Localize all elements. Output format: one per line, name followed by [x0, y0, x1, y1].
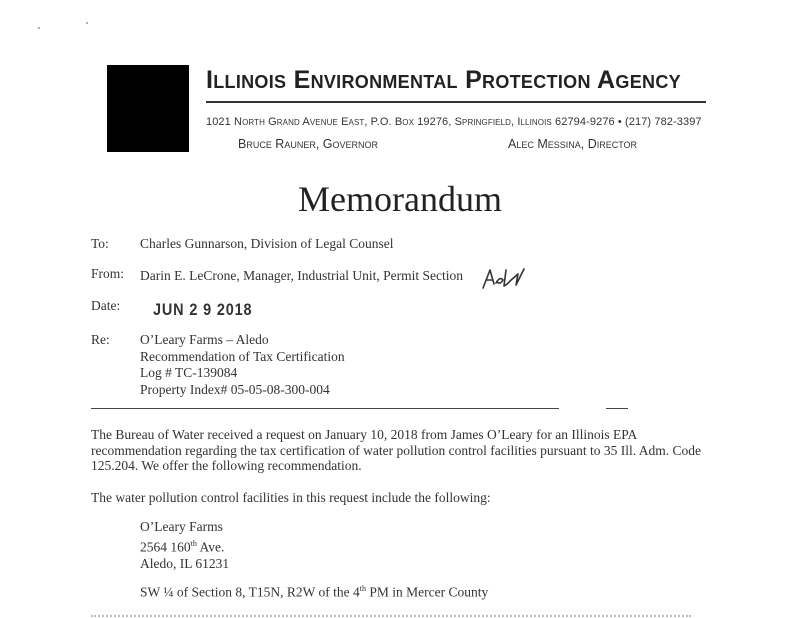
- handwritten-initials: [480, 266, 526, 292]
- agency-address: 1021 North Grand Avenue East, P.O. Box 19276, Springfield, Illinois 62794-9276 • (217) 782-3397: [206, 116, 702, 128]
- date-label: Date:: [91, 298, 121, 313]
- scan-speck: [38, 27, 40, 29]
- re-subject: [140, 332, 345, 398]
- re-line: Log # TC-139084: [140, 365, 238, 380]
- to-label: To:: [91, 236, 109, 251]
- body-paragraph-request: The Bureau of Water received a request on January 10, 2018 from James O’Leary for an Illinois EPA recommendation regarding the tax certification of water pollution control facilities pursuant to 35 Ill. Adm. Code 125.204. We offer the following recommendation.: [91, 427, 701, 473]
- re-line: O’Leary Farms – Aledo: [140, 332, 269, 347]
- body-paragraph-facilities: The water pollution control facilities in this request include the following:: [91, 490, 491, 505]
- header-rule: [206, 101, 706, 103]
- memo-title: Memorandum: [298, 179, 502, 219]
- facility-street: 2564 160th Ave.: [140, 538, 225, 554]
- facility-name: O’Leary Farms: [140, 519, 223, 534]
- facility-city: Aledo, IL 61231: [140, 555, 230, 571]
- redacted-logo: [107, 65, 189, 152]
- facility-address: [140, 519, 229, 572]
- to-value: Charles Gunnarson, Division of Legal Counsel: [140, 236, 394, 251]
- governor-name: Bruce Rauner, Governor: [238, 137, 379, 151]
- from-label: From:: [91, 266, 125, 281]
- scan-speck: [86, 22, 88, 24]
- re-line: Property Index# 05-05-08-300-004: [140, 381, 330, 397]
- cutoff-text-line: [91, 612, 691, 618]
- separator-rule-end: [606, 408, 628, 409]
- re-line: Recommendation of Tax Certification: [140, 348, 345, 364]
- from-value: Darin E. LeCrone, Manager, Industrial Unit, Permit Section: [140, 268, 464, 283]
- facility-location: SW ¼ of Section 8, T15N, R2W of the 4th PM in Mercer County: [140, 584, 489, 600]
- agency-name: Illinois Environmental Protection Agency: [206, 66, 681, 94]
- director-name: Alec Messina, Director: [508, 137, 638, 151]
- re-label: Re:: [91, 332, 110, 347]
- date-stamp: JUN 2 9 2018: [153, 300, 253, 319]
- separator-rule: [91, 408, 559, 409]
